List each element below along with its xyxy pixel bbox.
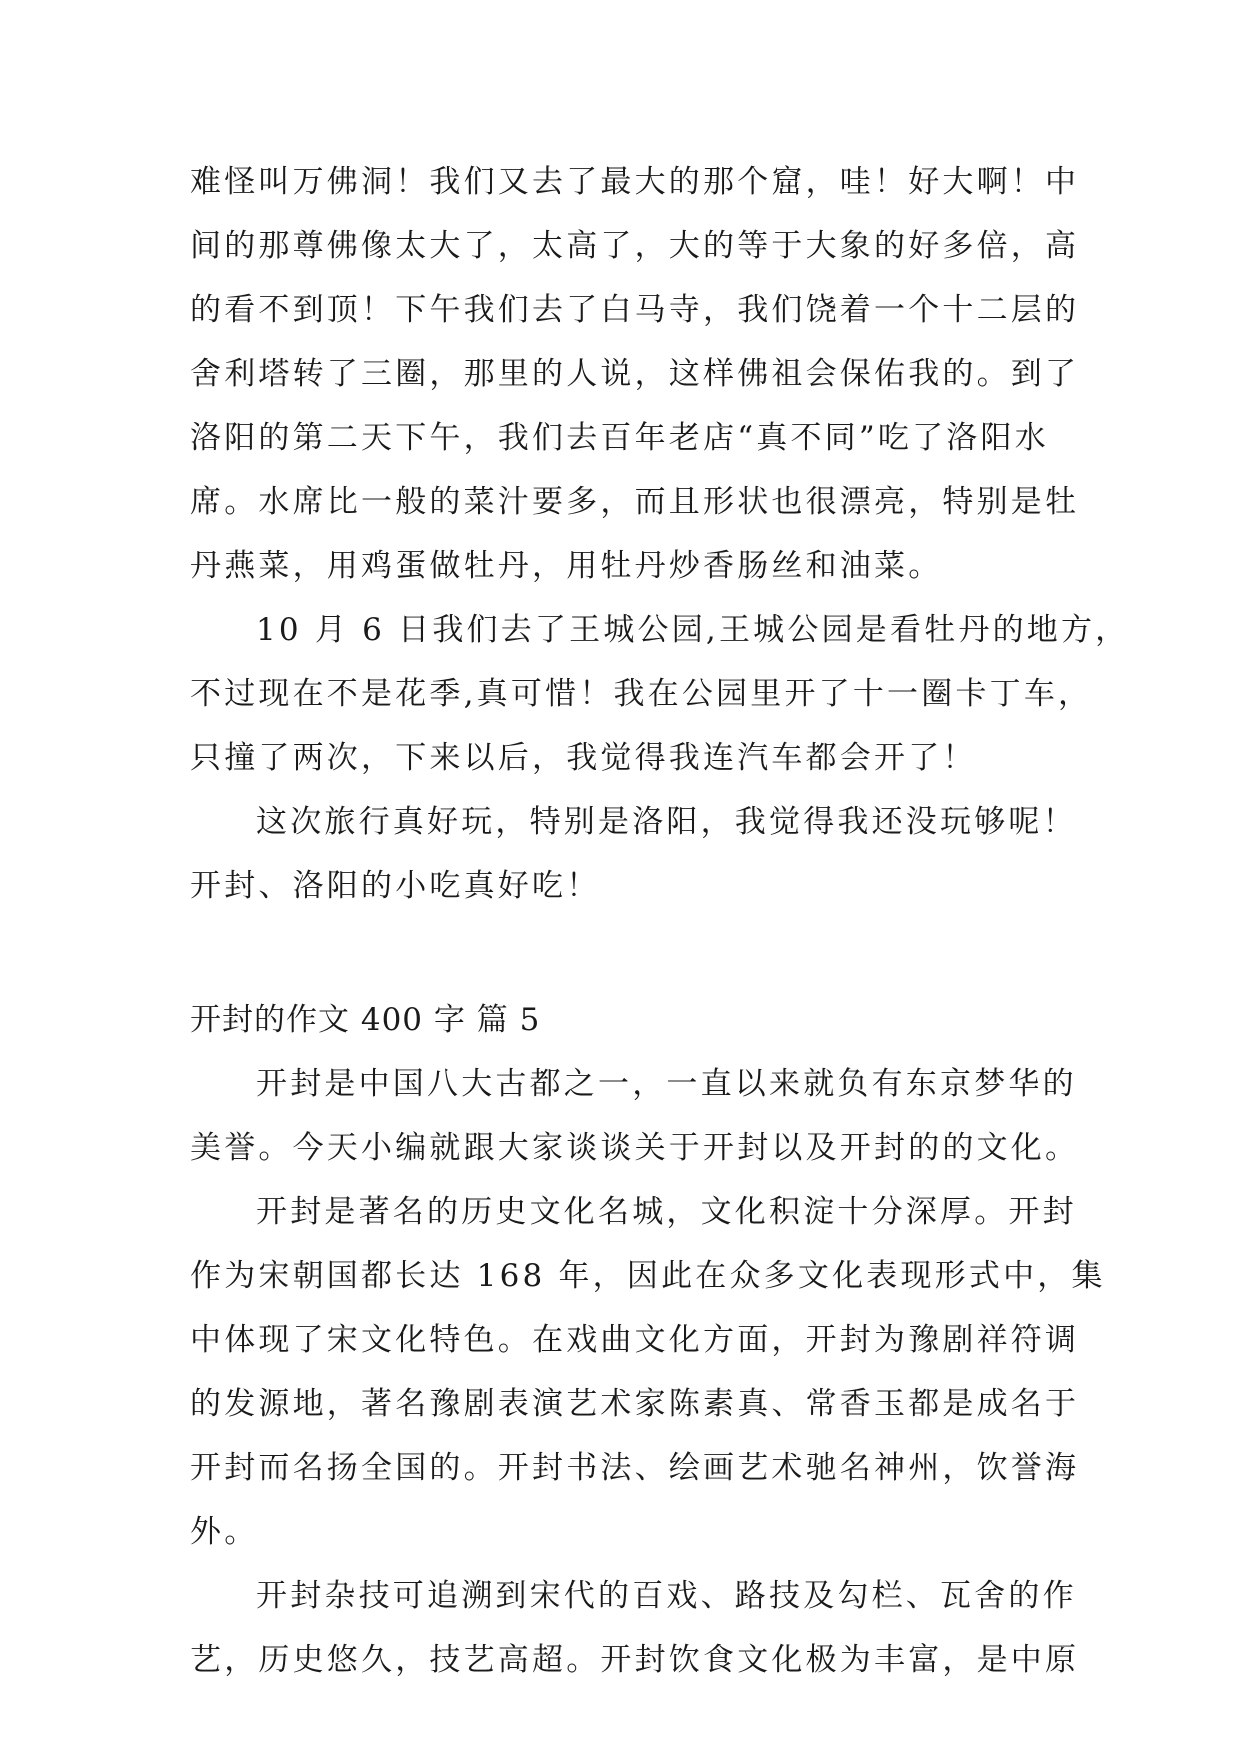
paragraph-kaifeng-intro (190, 1052, 1080, 1180)
text-line: 开封而名扬全国的。开封书法、绘画艺术驰名神州，饮誉海 (190, 1450, 1080, 1486)
text-line: 美誉。今天小编就跟大家谈谈关于开封以及开封的的文化。 (190, 1130, 1080, 1166)
text-line: 开封杂技可追溯到宋代的百戏、路技及勾栏、瓦舍的作 (256, 1578, 1077, 1614)
text-line: 丹燕菜，用鸡蛋做牡丹，用牡丹炒香肠丝和油菜。 (190, 548, 943, 584)
text-line: 艺，历史悠久，技艺高超。开封饮食文化极为丰富，是中原 (190, 1642, 1080, 1678)
text-line: 的看不到顶！下午我们去了白马寺，我们饶着一个十二层的 (190, 292, 1080, 328)
text-line: 洛阳的第二天下午，我们去百年老店“真不同”吃了洛阳水 (190, 420, 1049, 456)
text-line: 开封、洛阳的小吃真好吃！ (190, 868, 601, 904)
text-line: 作为宋朝国都长达 168 年，因此在众多文化表现形式中，集 (190, 1258, 1106, 1294)
paragraph-kaifeng-acrobatics (190, 1564, 1080, 1692)
text-line: 开封是著名的历史文化名城，文化积淀十分深厚。开封 (256, 1194, 1077, 1230)
text-line: 席。水席比一般的菜汁要多，而且形状也很漂亮，特别是牡 (190, 484, 1080, 520)
paragraph-travel-continued (190, 150, 1080, 598)
text-line: 中体现了宋文化特色。在戏曲文化方面，开封为豫剧祥符调 (190, 1322, 1080, 1358)
paragraph-wangcheng-park (190, 598, 1130, 790)
text-line: 舍利塔转了三圈，那里的人说，这样佛祖会保佑我的。到了 (190, 356, 1080, 392)
section-gap (190, 918, 1060, 988)
text-line: 这次旅行真好玩，特别是洛阳，我觉得我还没玩够呢！ (256, 804, 1077, 840)
text-line: 外。 (190, 1514, 259, 1550)
text-line: 只撞了两次，下来以后，我觉得我连汽车都会开了！ (190, 740, 977, 776)
text-line: 10 月 6 日我们去了王城公园,王城公园是看牡丹的地方， (256, 612, 1130, 648)
text-line: 的发源地，著名豫剧表演艺术家陈素真、常香玉都是成名于 (190, 1386, 1080, 1422)
text-line: 间的那尊佛像太大了，太高了，大的等于大象的好多倍，高 (190, 228, 1080, 264)
text-line: 开封是中国八大古都之一，一直以来就负有东京梦华的 (256, 1066, 1077, 1102)
paragraph-kaifeng-culture (190, 1180, 1106, 1564)
essay-heading: 开封的作文 400 字 篇 5 (190, 1002, 541, 1038)
document-page (190, 150, 1130, 1692)
paragraph-trip-summary (190, 790, 1077, 918)
text-line: 难怪叫万佛洞！我们又去了最大的那个窟，哇！好大啊！中 (190, 164, 1080, 200)
text-line: 不过现在不是花季,真可惜！我在公园里开了十一圈卡丁车， (190, 676, 1093, 712)
